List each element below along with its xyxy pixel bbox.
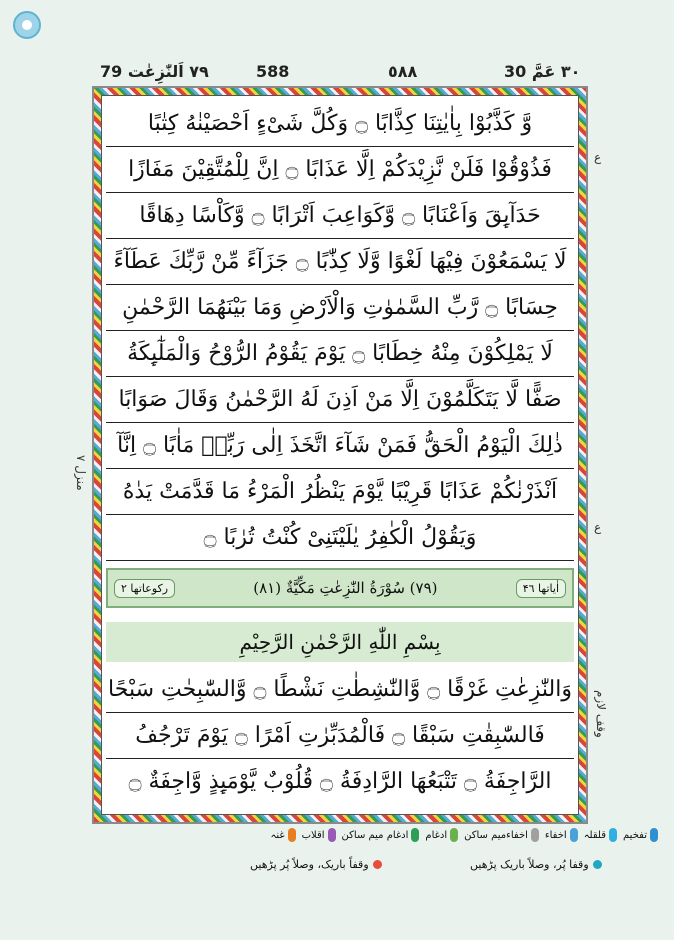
surah-header bbox=[106, 568, 574, 608]
note-dot bbox=[373, 860, 382, 869]
tajweed-legend bbox=[18, 826, 658, 844]
legend-item: ادغام bbox=[425, 828, 458, 842]
page-number-en: 588 bbox=[256, 62, 290, 81]
page-frame bbox=[92, 86, 588, 824]
legend-dot bbox=[328, 828, 336, 842]
ayat-count-box: اٰیاتھا ۴٦ bbox=[516, 579, 566, 598]
legend-dot bbox=[609, 828, 617, 842]
legend-item: اخفاء bbox=[545, 828, 578, 842]
legend-dot bbox=[570, 828, 578, 842]
logo-icon bbox=[12, 10, 42, 40]
note-dot bbox=[593, 860, 602, 869]
legend-item: قلقلہ bbox=[584, 828, 617, 842]
verse-line: فَذُوْقُوْا فَلَنْ نَّزِيْدَكُمْ اِلَّا عَذَابًا ۝ اِنَّ لِلْمُتَّقِيْنَ مَفَازًا bbox=[106, 146, 574, 193]
verse-line: الرَّاجِفَةُ ۝ تَتْبَعُهَا الرَّادِفَةُ ۝ قُلُوْبٌ يَّوْمَىِٕذٍ وَّاجِفَةٌ ۝ bbox=[128, 768, 552, 794]
legend-item: اخفاءمیم ساکن bbox=[464, 828, 539, 842]
verse-line: لَا يَسْمَعُوْنَ فِيْهَا لَغْوًا وَّلَا كِذّٰبًا ۝ جَزَآءً مِّنْ رَّبِّكَ عَطَآءً bbox=[106, 238, 574, 285]
verse-line: لَا يَمْلِكُوْنَ مِنْهُ خِطَابًا ۝ يَوْمَ يَقُوْمُ الرُّوْحُ وَالْمَلٰٓىِٕكَةُ bbox=[106, 330, 574, 377]
header-para-right: ٣٠ عَمَّ 30 bbox=[504, 62, 581, 81]
verse-line: وَّ كَذَّبُوْا بِاٰيٰتِنَا كِذَّابًا ۝ وَكُلَّ شَیْءٍ اَحْصَیْنٰهُ كِتٰبًا bbox=[106, 100, 574, 147]
legend-dot bbox=[450, 828, 458, 842]
header-surah-left: ٧٩ اَلنّٰزِعٰت 79 bbox=[100, 62, 209, 81]
verse-line: صَفًّا لَّا يَتَكَلَّمُوْنَ اِلَّا مَنْ اَذِنَ لَهُ الرَّحْمٰنُ وَقَالَ صَوَابًا bbox=[106, 376, 574, 423]
legend-item: تفخیم bbox=[623, 828, 658, 842]
legend-dot bbox=[411, 828, 419, 842]
manzil-mark: منزل ٧ bbox=[74, 455, 88, 491]
surah-title: (٧٩) سُوْرَةُ النّٰزِعٰتِ مَكِّيَّةٌ (٨١) bbox=[253, 579, 438, 597]
verse-line: فَالسّٰبِقٰتِ سَبْقًا ۝ فَالْمُدَبِّرٰتِ اَمْرًا ۝ يَوْمَ تَرْجُفُ bbox=[106, 712, 574, 759]
ruku-mark-mid: ع bbox=[594, 520, 602, 534]
legend-item: اقلاب bbox=[302, 828, 336, 842]
legend-item: غنہ bbox=[270, 828, 295, 842]
legend-dot bbox=[650, 828, 658, 842]
waqf-lazim-mark: وقف لازم bbox=[594, 690, 608, 738]
page-number-ar: ٥٨٨ bbox=[388, 62, 418, 81]
verse-line: حَدَآىِٕقَ وَاَعْنَابًا ۝ وَّكَوَاعِبَ اَتْرَابًا ۝ وَّكَاْسًا دِهَاقًا bbox=[106, 192, 574, 239]
legend-dot bbox=[288, 828, 296, 842]
verse-line: ذٰلِكَ الْيَوْمُ الْحَقُّ فَمَنْ شَآءَ اتَّخَذَ اِلٰى رَبِّهٖ مَاٰبًا ۝ اِنَّآ bbox=[106, 422, 574, 469]
note-item: وقفا پُر، وصلاً باریک پڑھیں bbox=[470, 858, 602, 871]
legend-dot bbox=[531, 828, 539, 842]
ruku-count-box: رکوعاتھا ٢ bbox=[114, 579, 175, 598]
legend-item: ادغام میم ساکن bbox=[342, 828, 420, 842]
bismillah: بِسْمِ اللّٰهِ الرَّحْمٰنِ الرَّحِيْمِ bbox=[106, 622, 574, 662]
verse-line: اَنْذَرْنٰكُمْ عَذَابًا قَرِيْبًا يَّوْمَ يَنْظُرُ الْمَرْءُ مَا قَدَّمَتْ يَدٰهُ bbox=[106, 468, 574, 515]
verse-line: وَيَقُوْلُ الْكٰفِرُ يٰلَيْتَنِیْ كُنْتُ تُرٰبًا ۝ bbox=[106, 514, 574, 561]
note-item: وقفاً باریک، وصلاً پُر پڑھیں bbox=[250, 858, 382, 871]
verse-line: وَالنّٰزِعٰتِ غَرْقًا ۝ وَّالنّٰشِطٰتِ نَشْطًا ۝ وَّالسّٰبِحٰتِ سَبْحًا bbox=[106, 666, 574, 713]
verse-line: حِسَابًا ۝ رَّبِّ السَّمٰوٰتِ وَالْاَرْضِ وَمَا بَيْنَهُمَا الرَّحْمٰنِ bbox=[106, 284, 574, 331]
ruku-mark-top: ع bbox=[594, 150, 602, 164]
text-area bbox=[101, 95, 579, 815]
